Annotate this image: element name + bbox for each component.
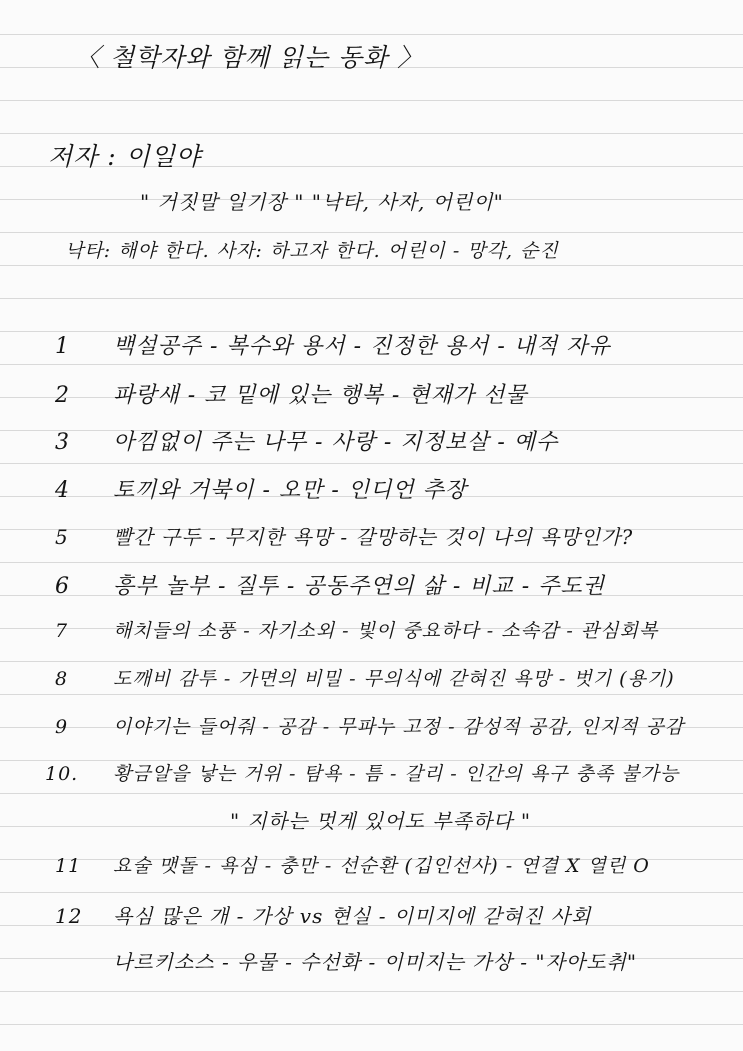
item-number: 12: [55, 904, 83, 928]
item-text: 이야기는 들어줘 - 공감 - 무파누 고정 - 감성적 공감, 인지적 공감: [113, 716, 685, 738]
list-item: [55, 851, 650, 878]
list-item: [55, 900, 591, 929]
item-text: 황금알을 낳는 거위 - 탐욕 - 틈 - 갈리 - 인간의 욕구 충족 불가능: [113, 763, 680, 785]
list-item: [55, 378, 528, 409]
author-line: 저자 : 이일야: [48, 142, 202, 171]
item-number: 1: [55, 334, 70, 359]
item-number: 6: [55, 574, 70, 599]
list-item: [45, 759, 679, 786]
item-text: 토끼와 거북이 - 오만 - 인디언 추장: [113, 478, 468, 503]
list-item: [55, 569, 605, 600]
list-item: [55, 521, 633, 550]
item-number: 4: [55, 478, 70, 503]
list-item: [55, 616, 658, 643]
page-title: 〈 철학자와 함께 읽는 동화 〉: [75, 43, 424, 72]
item-text: 파랑새 - 코 밑에 있는 행복 - 현재가 선물: [113, 383, 528, 408]
list-item: [55, 425, 558, 456]
list-item: [55, 664, 675, 691]
item-text: 요술 맷돌 - 욕심 - 충만 - 선순환 (깁인선사) - 연결 X 열린 O: [113, 855, 650, 877]
item-number: 3: [55, 430, 70, 455]
item-text: 욕심 많은 개 - 가상 vs 현실 - 이미지에 갇혀진 사회: [113, 904, 592, 928]
item-text: 백설공주 - 복수와 용서 - 진정한 용서 - 내적 자유: [113, 334, 611, 359]
list-item: [55, 329, 611, 360]
subtitle-line: " 거짓말 일기장 " "낙타, 사자, 어린이": [140, 190, 504, 214]
list-item: [55, 473, 467, 504]
item-text: 해치들의 소풍 - 자기소외 - 빛이 중요하다 - 소속감 - 관심회복: [113, 620, 659, 642]
list-item: [55, 712, 684, 739]
item-number: 5: [55, 525, 69, 549]
quote-line: [230, 805, 531, 834]
item-number: 8: [55, 668, 69, 690]
item-text: 나르키소스 - 우물 - 수선화 - 이미지는 가상 - "자아도취": [113, 950, 638, 974]
item-number: 11: [55, 855, 82, 877]
definition-line: 낙타: 해야 한다. 사자: 하고자 한다. 어린이 - 망각, 순진: [65, 240, 559, 262]
continuation-line: [113, 946, 637, 975]
item-text: 도깨비 감투 - 가면의 비밀 - 무의식에 갇혀진 욕망 - 벗기 (용기): [113, 668, 675, 690]
item-number: 10.: [45, 763, 79, 785]
item-text: " 지하는 멋게 있어도 부족하다 ": [230, 809, 532, 833]
item-number: 9: [55, 716, 69, 738]
item-number: 7: [55, 620, 69, 642]
item-text: 흥부 놀부 - 질투 - 공동주연의 삶 - 비교 - 주도권: [113, 574, 605, 599]
item-text: 빨간 구두 - 무지한 욕망 - 갈망하는 것이 나의 욕망인가?: [113, 525, 634, 549]
item-text: 아낌없이 주는 나무 - 사랑 - 지정보살 - 예수: [113, 430, 559, 455]
item-number: 2: [55, 383, 70, 408]
